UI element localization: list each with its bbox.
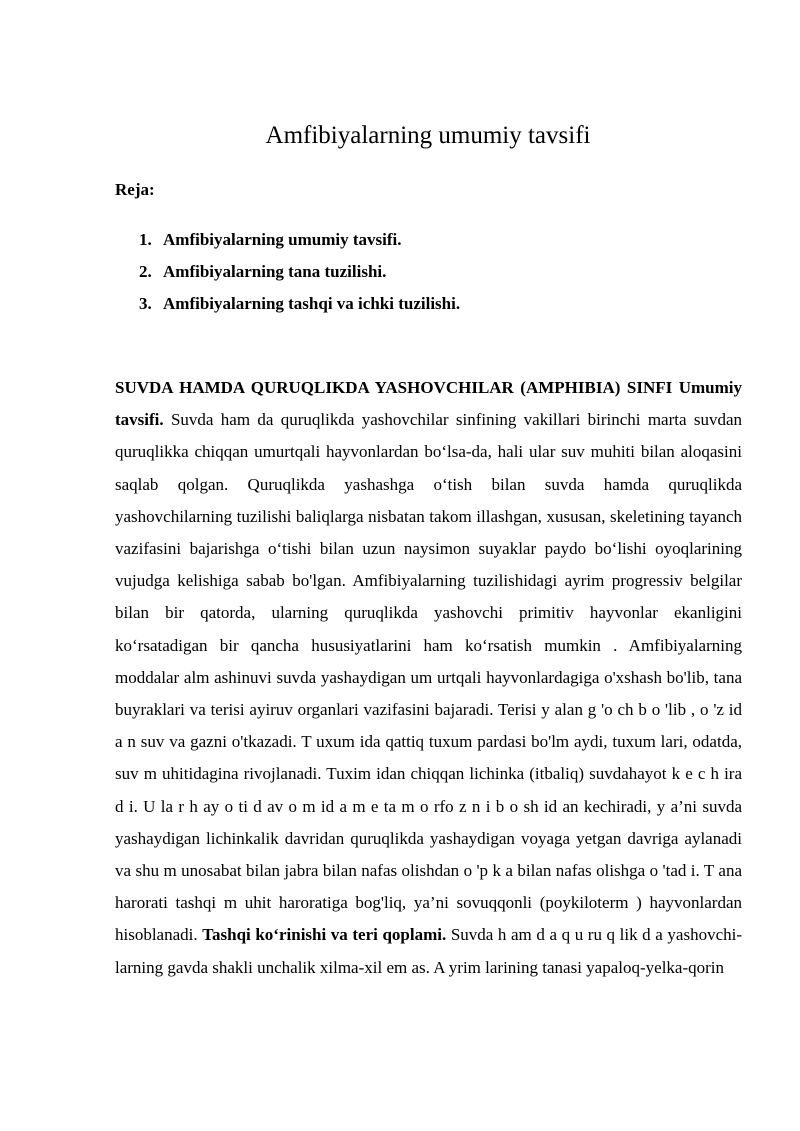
body-text bbox=[115, 372, 742, 984]
plan-item bbox=[139, 256, 460, 288]
page-title: Amfibiyalarning umumiy tavsifi bbox=[265, 122, 591, 149]
plan-item-text: Amfibiyalarning tana tuzilishi. bbox=[163, 262, 387, 281]
sub-heading-general: Umumiy tavsifi. bbox=[115, 378, 742, 430]
plan-item-number: 3. bbox=[139, 294, 152, 313]
plan-item-text: Amfibiyalarning tashqi va ichki tuzilishi. bbox=[163, 294, 461, 313]
plan-item-text: Amfibiyalarning umumiy tavsifi. bbox=[163, 230, 402, 249]
plan-item-number: 2. bbox=[139, 262, 152, 281]
plan-label: Reja: bbox=[115, 180, 155, 199]
plan-item bbox=[139, 224, 460, 256]
section-heading: SUVDA HAMDA QURUQLIKDA YASHOVCHILAR (AMPHIBIA) SINFI bbox=[115, 378, 673, 397]
paragraph-appearance: Suvda h am d a q u ru q lik d a yashovchi-larning gavda shakli unchalik xilma-xil em as. A yrim larining tanasi yapaloq-yelka-qorin bbox=[115, 925, 743, 977]
plan-item-number: 1. bbox=[139, 230, 152, 249]
plan-item bbox=[139, 288, 460, 320]
sub-heading-appearance: Tashqi ko‘rinishi va teri qoplami. bbox=[202, 925, 447, 945]
plan-list bbox=[139, 224, 460, 320]
paragraph-general: Suvda ham da quruqlikda yashovchilar sinfining vakillari birinchi marta suvdan quruqlikka chiqqan umurtqali hayvonlardan bo‘lsa-da, hali ular suv muhiti bilan aloqasini saqlab qolgan. Quruqlikda yashashga o‘tish bilan suvda hamda quruqlikda yashovchilarning tuzilishi baliqlarga nisbatan takom illashgan, xususan, skeletining tayanch vazifasini bajarishga o‘tishi bilan uzun naysimon suyaklar paydo bo‘lishi oyoqlarining vujudga kelishiga sabab bo'lgan. Amfibiyalarning tuzilishidagi ayrim progressiv belgilar bilan bir qatorda, ularning quruqlikda yashovchi primitiv hayvonlar ekanligini ko‘rsatadigan bir qancha hususiyatlarini ham ko‘rsatish mumkin . Amfibiyalarning moddalar alm ashinuvi suvda yashaydigan um urtqali hayvonlardagiga o'xshash bo'lib, tana buyraklari va terisi ayiruv organlari vazifasini bajaradi. Terisi y alan g 'o ch b o 'lib , o 'z id a n suv va gazni o'tkazadi. T uxum ida qattiq tuxum pardasi bo'lm aydi, tuxum lari, odatda, suv m uhitidagina rivojlanadi. Tuxim idan chiqqan lichinka (itbaliq) suvdahayot k e c h ira d i. U la r h ay o ti d av o m id a m e ta m o rfo z n i b o sh id an kechiradi, y a’ni suvda yashaydigan lichinkalik davridan quruqlikda yashaydigan voyaga yetgan davriga aylanadi va shu m unosabat bilan jabra bilan nafas olishdan o 'p k a bilan nafas olishga o 'tad i. T ana harorati tashqi m uhit haroratiga bog'liq, ya’ni sovuqqonli (poykiloterm ) hayvonlardan hisoblanadi. bbox=[115, 410, 743, 945]
